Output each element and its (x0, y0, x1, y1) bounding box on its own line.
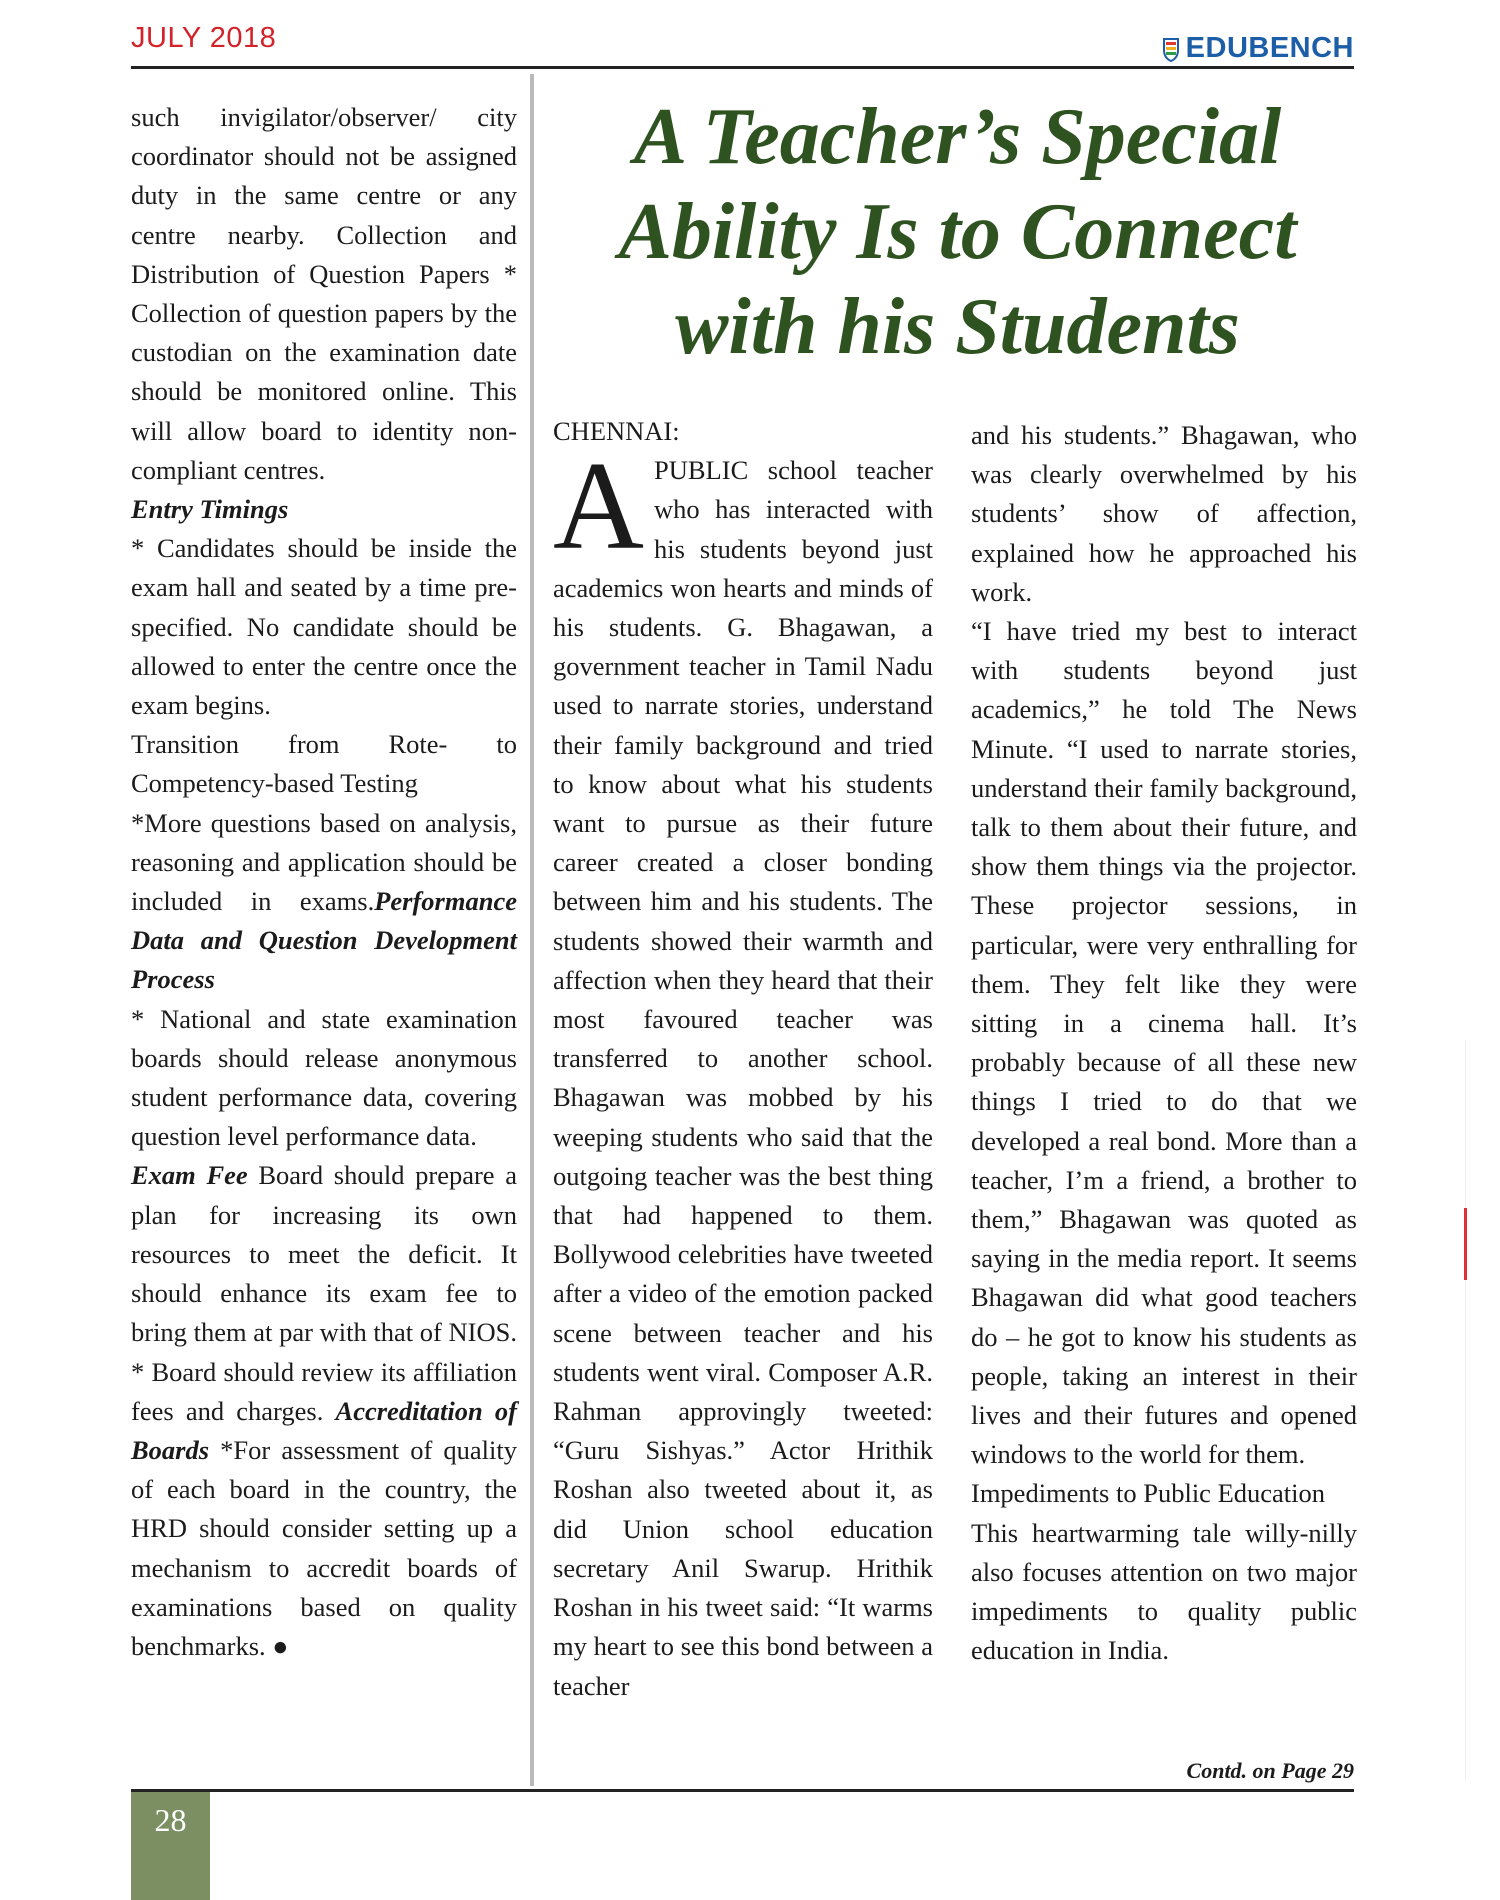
shield-logo-icon (1162, 36, 1180, 62)
brand-logo (1162, 32, 1354, 65)
transition-heading: Transition from Rote- to Competency-based Testing (131, 729, 517, 799)
exam-fee-heading: Exam Fee (131, 1160, 248, 1191)
article-body-col3-p3: This heartwarming tale willy-nilly also focuses attention on two major impediments to quality public education in India. (971, 1517, 1357, 1666)
performance-text: * National and state examination boards should release anonymous student performance data, covering question level performance data. (131, 1003, 517, 1152)
column-three (971, 416, 1357, 1671)
transition-text: *More questions based on analysis, reasoning and application should be included in exams. (131, 807, 517, 917)
continued-note: Contd. on Page 29 (1186, 1758, 1354, 1783)
impediments-subhead: Impediments to Public Education (971, 1478, 1326, 1509)
col1-intro: such invigilator/observer/ city coordinator should not be assigned duty in the same centre or any centre nearby. Collection and Distribution of Question Papers * Collection of question papers by the custodian on the examination date should be monitored online. This will allow board to identity non-compliant centres. (131, 102, 517, 485)
dateline: CHENNAI: (553, 416, 680, 446)
page-number: 28 (154, 1802, 187, 1838)
page-edge-mark (1464, 1208, 1467, 1280)
entry-timings-text: * Candidates should be inside the exam hall and seated by a time pre-specified. No candidate should be allowed to enter the centre once the exam begins. (131, 533, 517, 721)
exam-fee-text: Board should prepare a plan for increasing its own resources to meet the deficit. It should enhance its exam fee to bring them at par with that of NIOS. * Board should review its affiliation fees and charges. (131, 1160, 517, 1426)
column-two (553, 412, 933, 1706)
entry-timings-heading: Entry Timings (131, 494, 289, 525)
header-rule (131, 66, 1354, 69)
column-divider (530, 74, 534, 1786)
article-body-col3-p1: and his students.” Bhagawan, who was clearly overwhelmed by his students’ show of affection, explained how he approached his work. (971, 420, 1357, 607)
accreditation-text: *For assessment of quality of each board in the country, the HRD should consider setting up a mechanism to accredit boards of examinations based on quality benchmarks. ● (131, 1434, 517, 1661)
article-headline: A Teacher’s Special Ability Is to Connect with his Students (618, 93, 1297, 371)
page-number-tab (131, 1792, 210, 1900)
brand-name: EDUBENCH (1185, 32, 1354, 64)
performance-heading: Performance Data and Question Development Process (131, 886, 517, 995)
accreditation-heading: Accreditation of Boards (131, 1395, 518, 1465)
article-body-col3-p2: “I have tried my best to interact with students beyond just academics,” he told The News Minute. “I used to narrate stories, understand their family background, talk to them about their future, and show them things via the projector. These projector sessions, in particular, were very enthralling for them. They felt like they were sitting in a cinema hall. It’s probably because of all these new things I tried to do that we developed a real bond. More than a teacher, I’m a friend, a brother to them,” Bhagawan was quoted as saying in the media report. It seems Bhagawan did what good teachers do – he got to know his students as people, taking an interest in their lives and their futures and opened windows to the world for them. (971, 616, 1357, 1470)
issue-date: JULY 2018 (131, 22, 277, 54)
page-edge-line (1465, 1040, 1466, 1780)
column-one (131, 98, 517, 1666)
drop-cap: A (553, 437, 644, 577)
footer-rule (131, 1789, 1354, 1792)
article-body-col2: PUBLIC school teacher who has interacted with his students beyond just academics won hearts and minds of his students. G. Bhagawan, a government teacher in Tamil Nadu used to narrate stories, understand their family background and tried to know about what his students want to pursue as their future career created a closer bonding between him and his students. The students showed their warmth and affection when they heard that their most favoured teacher was transferred to another school. Bhagawan was mobbed by his weeping students who said that the outgoing teacher was the best thing that had happened to them. Bollywood celebrities have tweeted after a video of the emotion packed scene between teacher and his students went viral. Composer A.R. Rahman approvingly tweeted: “Guru Sishyas.” Actor Hrithik Roshan also tweeted about it, as did Union school education secretary Anil Swarup. Hrithik Roshan in his tweet said: “It warms my heart to see this bond between a teacher (553, 455, 933, 1701)
